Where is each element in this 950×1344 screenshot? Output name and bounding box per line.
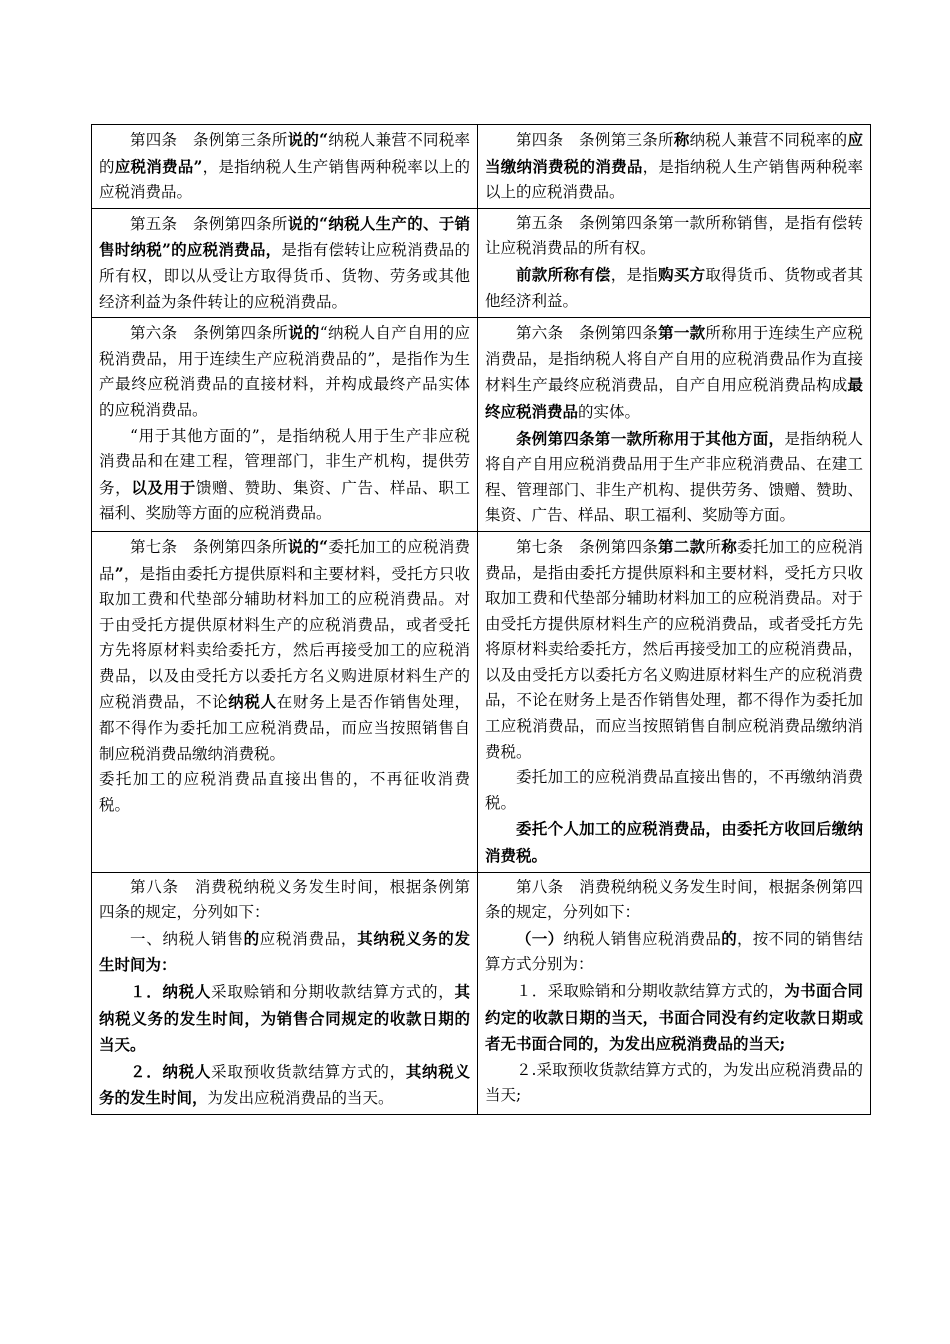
- article-paragraph: [99, 979, 470, 1059]
- old-article-cell: [92, 531, 478, 872]
- article-paragraph: [485, 978, 863, 1058]
- text-segment: 委托加工的应税消费品: [99, 537, 470, 583]
- bold-text-segment: （一）: [516, 928, 564, 948]
- bold-text-segment: 条例第四条第一款所称用于其他方面，: [516, 428, 785, 448]
- bold-text-segment: 说的“纳税人生产的、于销售时纳税”的应税消费品，: [99, 213, 470, 260]
- bold-text-segment: 说的“: [287, 130, 329, 149]
- text-segment: 委托加工的应税消费品直接出售的，不再缴纳消费税。: [485, 768, 863, 812]
- article-paragraph: [485, 211, 863, 262]
- bold-text-segment: 纳税人: [228, 692, 277, 712]
- text-segment: ，是指: [610, 265, 659, 284]
- text-segment: 采取赊销和分期收款结算方式的，: [211, 983, 455, 1001]
- text-segment: 采取预收货款结算方式的，: [211, 1062, 406, 1081]
- bold-text-segment: 前款所称有偿: [516, 264, 611, 284]
- new-article-cell: [478, 125, 871, 209]
- article-paragraph: [99, 1059, 470, 1112]
- new-article-cell: [478, 531, 871, 872]
- bold-text-segment: 委托个人加工的应税消费品，由委托方收回后缴纳消费税。: [485, 819, 863, 866]
- text-segment: 所称用于连续生产应税消费品，是指纳税人将自产自用的应税消费品作为直接材料生产最终应税消费品，自产自用应税消费品构成: [485, 324, 863, 395]
- article-paragraph: [99, 767, 470, 818]
- text-segment: 第七条 条例第四条所: [130, 537, 288, 556]
- text-segment: ，是指纳税人生产销售两种税率以上的应税消费品。: [99, 157, 470, 202]
- new-article-cell: [478, 208, 871, 317]
- text-segment: 的实体。: [578, 402, 641, 421]
- bold-text-segment: 为书面合同约定的收款日期的当天，书面合同没有约定收款日期或者无书面合同的，为发出应税消费品的当天;: [485, 981, 863, 1054]
- old-article-cell: [92, 208, 478, 317]
- bold-text-segment: 其纳税义务的发生时间为：: [99, 928, 470, 975]
- old-article-cell: [92, 318, 478, 532]
- article-paragraph: [485, 926, 863, 978]
- text-segment: 第六条 条例第四条: [516, 324, 659, 343]
- table-row: [92, 208, 871, 317]
- bold-text-segment: 最终应税消费品: [485, 375, 863, 421]
- text-segment: 一、纳税人销售: [130, 929, 244, 948]
- text-segment: 委托加工的应税消费品，是指由委托方提供原料和主要材料，受托方只收取加工费和代垫部分辅助材料加工的应税消费品。对于由受托方提供原材料生产的应税消费品，或者受托方先将原材料卖给委托方，然后再接受加工的应税消费品，以及由受托方以委托方名义购进原材料生产的应税消费品，不论在财务上是否作销售处理，都不得作为委托加工应税消费品，而应当按照销售自制应税消费品缴纳消费税。: [485, 537, 863, 761]
- bold-text-segment: 称: [721, 536, 737, 556]
- text-segment: １．采取赊销和分期收款结算方式的，: [516, 982, 785, 1000]
- bold-text-segment: 以及用于: [131, 477, 196, 497]
- article-paragraph: [99, 534, 470, 767]
- text-segment: 是指纳税人将自产自用应税消费品用于生产非应税消费品、在建工程、管理部门、非生产机构、提供劳务、馈赠、赞助、集资、广告、样品、职工福利、奖励等方面。: [485, 429, 863, 525]
- bold-text-segment: ２．纳税人: [130, 1061, 212, 1081]
- article-paragraph: [99, 211, 470, 315]
- article-paragraph: [485, 426, 863, 529]
- article-paragraph: [99, 320, 470, 423]
- bold-text-segment: 第二款: [658, 536, 706, 556]
- text-segment: 取得货币、货物或者其他经济利益。: [485, 265, 863, 310]
- article-paragraph: [99, 127, 470, 206]
- text-segment: 纳税人兼营不同税率的: [99, 131, 470, 176]
- table-row: [92, 531, 871, 872]
- bold-text-segment: 第一款: [658, 323, 706, 343]
- text-segment: 馈赠、赞助、集资、广告、样品、职工福利、奖励等方面的应税消费品。: [99, 478, 470, 523]
- text-segment: 所: [705, 537, 722, 556]
- text-segment: ，是指纳税人生产销售两种税率以上的应税消费品。: [485, 157, 863, 202]
- text-segment: “纳税人自产自用的应税消费品，用于连续生产应税消费品的”，是指作为生产最终应税消费品的直接材料，并构成最终产品实体的应税消费品。: [99, 324, 470, 419]
- bold-text-segment: 应税消费品”: [114, 156, 203, 176]
- text-segment: 在财务上是否作销售处理，都不得作为委托加工应税消费品，而应当按照销售自制应税消费品缴纳消费税。: [99, 693, 470, 763]
- article-paragraph: [485, 1058, 863, 1109]
- regulation-comparison-table: [91, 124, 871, 1115]
- table-body: [92, 125, 871, 1115]
- article-paragraph: [485, 875, 863, 926]
- old-article-cell: [92, 872, 478, 1114]
- text-segment: 应税消费品，: [259, 929, 358, 948]
- text-segment: 纳税人兼营不同税率的: [689, 131, 848, 149]
- article-paragraph: [99, 926, 470, 979]
- text-segment: 第四条 条例第三条所: [516, 131, 674, 149]
- article-paragraph: [485, 320, 863, 425]
- article-paragraph: [485, 765, 863, 816]
- bold-text-segment: 应当缴纳消费税的消费品: [485, 130, 863, 176]
- bold-text-segment: 购买方: [658, 264, 706, 284]
- article-paragraph: [99, 875, 470, 926]
- bold-text-segment: 说的“: [287, 536, 329, 556]
- new-article-cell: [478, 318, 871, 532]
- new-article-cell: [478, 872, 871, 1114]
- bold-text-segment: 其纳税义务的发生时间，为销售合同规定的收款日期的当天。: [99, 982, 470, 1055]
- article-paragraph: [99, 424, 470, 527]
- text-segment: 第六条 条例第四条所: [130, 324, 289, 343]
- article-paragraph: [485, 816, 863, 869]
- article-paragraph: [485, 127, 863, 206]
- table-row: [92, 318, 871, 532]
- text-segment: ，按不同的销售结算方式分别为：: [485, 929, 863, 974]
- bold-text-segment: 其纳税义务的发生时间，: [99, 1061, 470, 1108]
- text-segment: 第五条 条例第四条所: [130, 214, 288, 233]
- text-segment: ，是指由委托方提供原料和主要材料，受托方只收取加工费和代垫部分辅助材料加工的应税消费品。对于由受托方提供原材料生产的应税消费品，或者受托方先将原材料卖给委托方，然后再接受加工的应税消费品，以及由受托方以委托方名义购进原材料生产的应税消费品，不论: [99, 564, 470, 712]
- bold-text-segment: 称: [673, 130, 690, 149]
- text-segment: 第八条 消费税纳税义务发生时间，根据条例第四条的规定，分列如下：: [99, 877, 470, 922]
- bold-text-segment: 说的: [288, 323, 320, 343]
- text-segment: “用于其他方面的”，是指纳税人用于生产非应税消费品和在建工程，管理部门，非生产机构，提供劳务，: [99, 426, 470, 497]
- article-paragraph: [485, 534, 863, 765]
- text-segment: 纳税人销售应税消费品: [563, 929, 722, 948]
- bold-text-segment: １．纳税人: [130, 982, 212, 1001]
- text-segment: 第七条 条例第四条: [516, 537, 659, 556]
- text-segment: 第八条 消费税纳税义务发生时间，根据条例第四条的规定，分列如下：: [485, 877, 863, 922]
- text-segment: 是指有偿转让应税消费品的所有权，即以从受让方取得货币、货物、劳务或其他经济利益为条件转让的应税消费品。: [99, 241, 470, 311]
- table-row: [92, 125, 871, 209]
- text-segment: 为发出应税消费品的当天。: [207, 1089, 394, 1108]
- table-row: [92, 872, 871, 1114]
- bold-text-segment: 的: [243, 928, 260, 948]
- text-segment: ２.采取预收货款结算方式的，为发出应税消费品的当天;: [485, 1060, 863, 1105]
- text-segment: 第五条 条例第四条第一款所称销售，是指有偿转让应税消费品的所有权。: [485, 213, 863, 258]
- bold-text-segment: 的: [721, 928, 737, 948]
- article-paragraph: [485, 262, 863, 314]
- old-article-cell: [92, 125, 478, 209]
- bold-text-segment: ”: [114, 563, 124, 583]
- text-segment: 第四条 条例第三条所: [130, 131, 288, 149]
- text-segment: 委托加工的应税消费品直接出售的，不再征收消费税。: [99, 770, 470, 814]
